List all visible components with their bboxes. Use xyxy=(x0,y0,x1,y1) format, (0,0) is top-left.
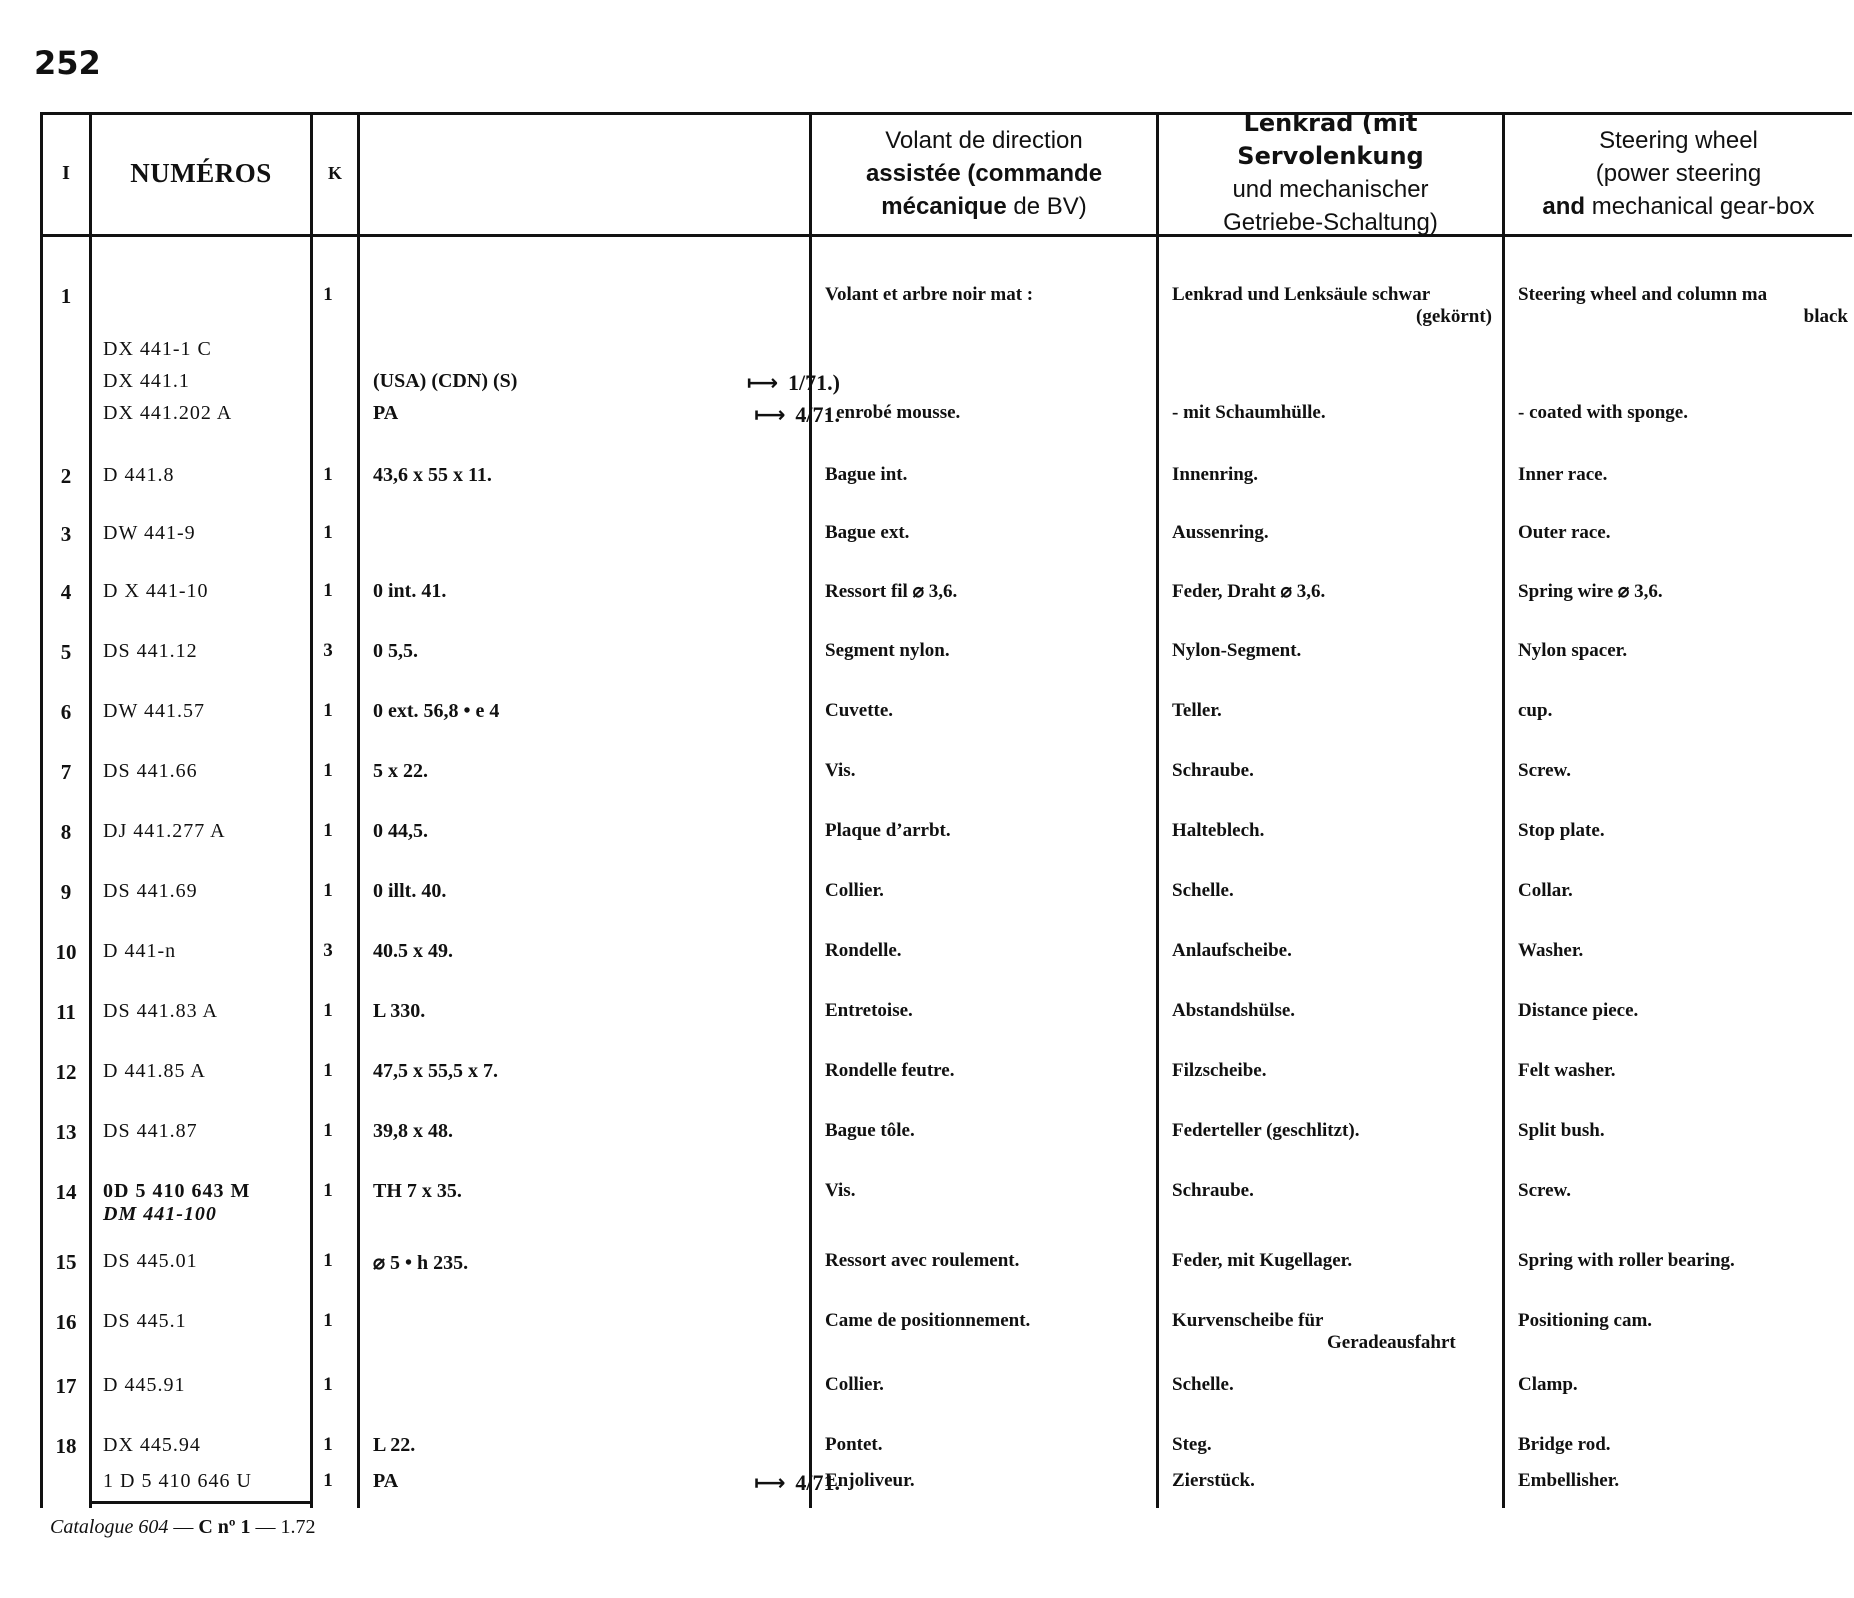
table-row xyxy=(40,1470,1852,1520)
page-number: 252 xyxy=(34,44,101,82)
item-desc-fr: Bague tôle. xyxy=(825,1120,915,1141)
item-number: 0D 5 410 643 M DM 441-100 xyxy=(103,1180,251,1225)
header-german: Lenkrad (mit Servolenkung und mechanischer Getriebe-Schaltung) xyxy=(1223,109,1438,236)
item-desc-fr: Ressort avec roulement. xyxy=(825,1250,1020,1271)
item-desc-de: Schraube. xyxy=(1172,760,1254,781)
item-desc-fr: Collier. xyxy=(825,880,884,901)
item-desc-fr: Collier. xyxy=(825,1374,884,1395)
item-desc-en: Felt washer. xyxy=(1518,1060,1616,1081)
item-desc-de: Kurvenscheibe für Geradeausfahrt xyxy=(1172,1310,1456,1353)
item-desc-de: Lenkrad und Lenksäule schwar (gekörnt) xyxy=(1172,284,1492,327)
item-number: DS 441.66 xyxy=(103,760,198,782)
item-desc-en: Clamp. xyxy=(1518,1374,1578,1395)
item-qty: 1 xyxy=(323,1250,333,1271)
table-row xyxy=(40,940,1852,990)
item-spec: PA xyxy=(373,402,399,424)
item-spec: 0 illt. 40. xyxy=(373,880,447,902)
item-spec: 0 5,5. xyxy=(373,640,418,662)
table-row xyxy=(40,760,1852,810)
item-index: 9 xyxy=(60,880,72,904)
item-desc-en: Spring with roller bearing. xyxy=(1518,1250,1735,1271)
item-qty: 1 xyxy=(323,1310,333,1331)
item-desc-de: Schelle. xyxy=(1172,880,1234,901)
item-qty: 1 xyxy=(323,1374,333,1395)
item-qty: 1 xyxy=(323,1180,333,1201)
item-desc-en: Split bush. xyxy=(1518,1120,1605,1141)
item-number: DW 441-9 xyxy=(103,522,196,544)
item-spec: PA xyxy=(373,1470,399,1492)
item-desc-fr: Bague ext. xyxy=(825,522,910,543)
item-desc-en: - coated with sponge. xyxy=(1518,402,1688,423)
table-row xyxy=(40,820,1852,870)
item-index: 12 xyxy=(55,1060,77,1084)
item-qty: 1 xyxy=(323,1434,333,1455)
item-desc-fr: Volant et arbre noir mat : xyxy=(825,284,1034,305)
effective-arrow-icon: ⟼ xyxy=(746,371,779,396)
table-row xyxy=(40,402,1852,452)
item-number: DX 441.1 xyxy=(103,370,190,392)
item-desc-en: Outer race. xyxy=(1518,522,1611,543)
item-index: 10 xyxy=(55,940,77,964)
table-row xyxy=(40,1060,1852,1110)
header-numbers: NUMÉROS xyxy=(130,157,272,188)
item-desc-en: Stop plate. xyxy=(1518,820,1605,841)
item-spec: L 330. xyxy=(373,1000,426,1022)
item-desc-de: Teller. xyxy=(1172,700,1222,721)
item-desc-en: Screw. xyxy=(1518,1180,1571,1201)
item-desc-fr: Bague int. xyxy=(825,464,908,485)
table-row xyxy=(40,522,1852,572)
item-desc-fr: Pontet. xyxy=(825,1434,883,1455)
item-desc-fr: Entretoise. xyxy=(825,1000,913,1021)
table-row xyxy=(40,640,1852,690)
item-number: DS 441.87 xyxy=(103,1120,198,1142)
item-spec: 5 x 22. xyxy=(373,760,428,782)
parts-table xyxy=(40,109,1852,1508)
table-row xyxy=(40,464,1852,514)
header-index: I xyxy=(62,161,70,184)
item-index: 1 xyxy=(60,284,72,308)
table-row xyxy=(40,1000,1852,1050)
item-desc-de: Halteblech. xyxy=(1172,820,1265,841)
item-qty: 1 xyxy=(323,580,333,601)
header-french: Volant de direction assistée (commande mécanique de BV) xyxy=(865,126,1103,220)
table-row xyxy=(40,580,1852,630)
item-desc-en: Embellisher. xyxy=(1518,1470,1620,1491)
catalogue-footer: Catalogue 604 — C nº 1 — 1.72 xyxy=(50,1516,316,1538)
item-qty: 1 xyxy=(323,700,333,721)
item-desc-de: Schelle. xyxy=(1172,1374,1234,1395)
item-desc-fr: Enjoliveur. xyxy=(825,1470,915,1491)
table-row xyxy=(40,700,1852,750)
item-desc-de: Federteller (geschlitzt). xyxy=(1172,1120,1360,1141)
item-desc-fr: Rondelle. xyxy=(825,940,902,961)
item-desc-de: Innenring. xyxy=(1172,464,1259,485)
item-number: D X 441-10 xyxy=(103,580,209,602)
item-desc-fr: Vis. xyxy=(825,1180,856,1201)
item-desc-de: Zierstück. xyxy=(1172,1470,1255,1491)
item-desc-en: Positioning cam. xyxy=(1518,1310,1653,1331)
item-desc-de: Abstandshülse. xyxy=(1172,1000,1296,1021)
item-effective-date: ⟼ 1/71.) xyxy=(746,370,840,396)
table-row xyxy=(40,284,1852,334)
item-desc-en: Inner race. xyxy=(1518,464,1608,485)
item-desc-en: Steering wheel and column ma black xyxy=(1518,284,1848,327)
item-desc-fr: Plaque d’arrbt. xyxy=(825,820,951,841)
item-desc-de: Anlaufscheibe. xyxy=(1172,940,1292,961)
item-index: 7 xyxy=(60,760,72,784)
item-desc-en: Distance piece. xyxy=(1518,1000,1639,1021)
item-index: 15 xyxy=(55,1250,77,1274)
item-number: D 441.8 xyxy=(103,464,175,486)
item-desc-fr: Came de positionnement. xyxy=(825,1310,1031,1331)
item-desc-de: Nylon-Segment. xyxy=(1172,640,1302,661)
item-desc-en: Spring wire ⌀ 3,6. xyxy=(1518,581,1663,602)
item-desc-fr: Vis. xyxy=(825,760,856,781)
table-row xyxy=(40,1374,1852,1424)
item-index: 5 xyxy=(60,640,72,664)
item-index: 8 xyxy=(60,820,72,844)
item-number: DW 441.57 xyxy=(103,700,205,722)
item-qty: 1 xyxy=(323,1120,333,1141)
item-index: 2 xyxy=(60,464,72,488)
item-desc-en: Screw. xyxy=(1518,760,1571,781)
item-desc-fr: Ressort fil ⌀ 3,6. xyxy=(825,581,958,602)
item-desc-fr: - enrobé mousse. xyxy=(825,402,961,423)
item-spec: TH 7 x 35. xyxy=(373,1180,462,1202)
item-desc-de: Feder, Draht ⌀ 3,6. xyxy=(1172,581,1326,602)
item-qty: 1 xyxy=(323,880,333,901)
item-spec: 47,5 x 55,5 x 7. xyxy=(373,1060,498,1082)
item-desc-fr: Segment nylon. xyxy=(825,640,950,661)
item-number: DX 445.94 xyxy=(103,1434,201,1456)
table-row xyxy=(40,1250,1852,1300)
item-number: D 445.91 xyxy=(103,1374,186,1396)
item-number: 1 D 5 410 646 U xyxy=(103,1470,252,1492)
item-spec: L 22. xyxy=(373,1434,416,1456)
item-number: DX 441.202 A xyxy=(103,402,233,424)
item-number: DX 441-1 C xyxy=(103,338,212,360)
item-desc-de: Filzscheibe. xyxy=(1172,1060,1267,1081)
header-english: Steering wheel (power steering and mechanical gear-box xyxy=(1542,126,1815,220)
item-qty: 1 xyxy=(323,522,333,543)
item-spec: 0 int. 41. xyxy=(373,580,447,602)
item-desc-en: Washer. xyxy=(1518,940,1584,961)
header-qty: K xyxy=(327,162,342,183)
item-desc-de: Schraube. xyxy=(1172,1180,1254,1201)
item-spec: 40.5 x 49. xyxy=(373,940,453,962)
item-qty: 3 xyxy=(323,940,333,961)
item-qty: 1 xyxy=(323,760,333,781)
item-spec: 0 ext. 56,8 • e 4 xyxy=(373,700,500,722)
item-desc-fr: Cuvette. xyxy=(825,700,894,721)
effective-arrow-icon: ⟼ xyxy=(753,403,786,428)
item-desc-de: Aussenring. xyxy=(1172,522,1269,543)
item-number: DS 441.83 A xyxy=(103,1000,218,1022)
item-spec: (USA) (CDN) (S) xyxy=(373,370,518,392)
item-desc-de: Feder, mit Kugellager. xyxy=(1172,1250,1353,1271)
item-index: 3 xyxy=(60,522,72,546)
item-number: D 441.85 A xyxy=(103,1060,206,1082)
item-qty: 3 xyxy=(323,640,333,661)
item-effective-date: ⟼ 4/71. xyxy=(753,402,840,428)
item-index: 14 xyxy=(55,1180,77,1204)
item-qty: 1 xyxy=(323,820,333,841)
item-index: 11 xyxy=(56,1000,76,1024)
item-number: DS 441.69 xyxy=(103,880,198,902)
table-row xyxy=(40,1310,1852,1366)
item-number: D 441-n xyxy=(103,940,177,962)
item-index: 13 xyxy=(55,1120,77,1144)
item-index: 16 xyxy=(55,1310,77,1334)
item-qty: 1 xyxy=(323,284,333,305)
effective-arrow-icon: ⟼ xyxy=(753,1471,786,1496)
item-qty: 1 xyxy=(323,1000,333,1021)
item-desc-de: Steg. xyxy=(1172,1434,1212,1455)
item-desc-de: - mit Schaumhülle. xyxy=(1172,402,1326,423)
item-number: DS 445.01 xyxy=(103,1250,198,1272)
item-spec: ⌀ 5 • h 235. xyxy=(373,1252,469,1274)
item-desc-en: cup. xyxy=(1518,700,1553,721)
table-row xyxy=(40,1120,1852,1170)
item-spec: 39,8 x 48. xyxy=(373,1120,453,1142)
item-qty: 1 xyxy=(323,1060,333,1081)
table-row xyxy=(40,880,1852,930)
item-number: DS 445.1 xyxy=(103,1310,187,1332)
item-index: 4 xyxy=(60,580,72,604)
item-desc-en: Collar. xyxy=(1518,880,1573,901)
item-desc-en: Nylon spacer. xyxy=(1518,640,1628,661)
item-spec: 43,6 x 55 x 11. xyxy=(373,464,492,486)
item-spec: 0 44,5. xyxy=(373,820,428,842)
table-row xyxy=(40,1180,1852,1236)
item-number: DJ 441.277 A xyxy=(103,820,226,842)
item-effective-date: ⟼ 4/71. xyxy=(753,1470,840,1496)
item-qty: 1 xyxy=(323,464,333,485)
item-desc-en: Bridge rod. xyxy=(1518,1434,1611,1455)
item-number: DS 441.12 xyxy=(103,640,198,662)
item-qty: 1 xyxy=(323,1470,333,1491)
item-index: 18 xyxy=(55,1434,77,1458)
item-desc-fr: Rondelle feutre. xyxy=(825,1060,955,1081)
item-index: 17 xyxy=(55,1374,77,1398)
item-index: 6 xyxy=(60,700,72,724)
